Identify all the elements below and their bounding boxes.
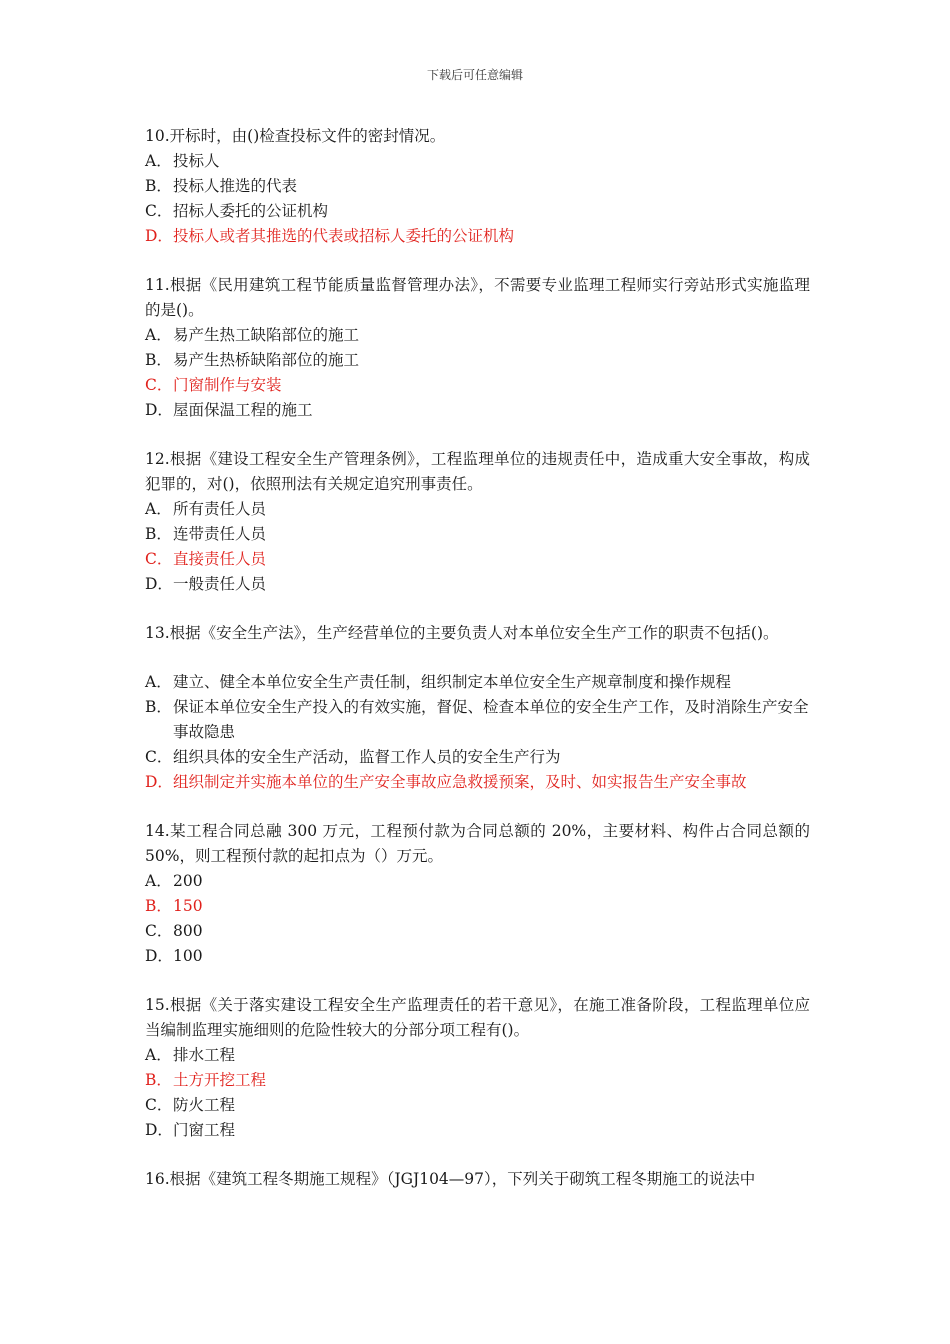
option-text: 易产生热工缺陷部位的施工 bbox=[173, 326, 360, 344]
option-letter: C． bbox=[145, 376, 173, 394]
option-b bbox=[145, 695, 810, 745]
option-text: 易产生热桥缺陷部位的施工 bbox=[173, 351, 360, 369]
option-a bbox=[145, 497, 810, 522]
option-text: 一般责任人员 bbox=[173, 575, 267, 593]
option-c bbox=[145, 1093, 810, 1118]
option-text: 200 bbox=[173, 872, 203, 890]
option-letter: D． bbox=[145, 947, 173, 965]
option-letter: A． bbox=[145, 500, 172, 518]
question-13 bbox=[145, 621, 810, 795]
option-text: 保证本单位安全生产投入的有效实施，督促、检查本单位的安全生产工作，及时消除生产安全事故隐患 bbox=[173, 698, 809, 741]
option-letter: C． bbox=[145, 550, 173, 568]
option-letter: D． bbox=[145, 1121, 173, 1139]
option-letter: C． bbox=[145, 922, 173, 940]
option-text: 投标人或者其推选的代表或招标人委托的公证机构 bbox=[173, 227, 515, 245]
option-letter: D． bbox=[145, 401, 173, 419]
option-text: 防火工程 bbox=[173, 1096, 236, 1114]
option-text: 屋面保温工程的施工 bbox=[173, 401, 313, 419]
option-text: 门窗工程 bbox=[173, 1121, 236, 1139]
question-stem: 11.根据《民用建筑工程节能质量监督管理办法》，不需要专业监理工程师实行旁站形式实施监理的是()。 bbox=[145, 276, 810, 319]
option-letter: B． bbox=[145, 698, 172, 716]
option-letter: A． bbox=[145, 872, 172, 890]
option-b bbox=[145, 894, 810, 919]
stem-gap bbox=[145, 646, 810, 670]
option-a bbox=[145, 1043, 810, 1068]
option-d bbox=[145, 572, 810, 597]
question-list bbox=[145, 124, 810, 1216]
option-letter: A． bbox=[145, 1046, 172, 1064]
option-b bbox=[145, 1068, 810, 1093]
option-d bbox=[145, 1118, 810, 1143]
question-11 bbox=[145, 273, 810, 423]
option-d bbox=[145, 770, 810, 795]
option-text: 组织制定并实施本单位的生产安全事故应急救援预案，及时、如实报告生产安全事故 bbox=[173, 773, 747, 791]
option-letter: B． bbox=[145, 525, 172, 543]
option-letter: D． bbox=[145, 773, 173, 791]
option-letter: C． bbox=[145, 202, 173, 220]
option-text: 组织具体的安全生产活动，监督工作人员的安全生产行为 bbox=[173, 748, 561, 766]
option-d bbox=[145, 944, 810, 969]
option-a bbox=[145, 869, 810, 894]
question-stem: 15.根据《关于落实建设工程安全生产监理责任的若干意见》，在施工准备阶段，工程监理单位应当编制监理实施细则的危险性较大的分部分项工程有()。 bbox=[145, 996, 810, 1039]
page-header: 下载后可任意编辑 bbox=[426, 68, 523, 82]
option-text: 投标人推选的代表 bbox=[173, 177, 298, 195]
option-a bbox=[145, 149, 810, 174]
option-text: 直接责任人员 bbox=[173, 550, 267, 568]
option-d bbox=[145, 398, 810, 423]
option-d bbox=[145, 224, 810, 249]
option-text: 800 bbox=[173, 922, 203, 940]
question-15 bbox=[145, 993, 810, 1143]
option-letter: D． bbox=[145, 575, 173, 593]
option-b bbox=[145, 522, 810, 547]
option-letter: B． bbox=[145, 1071, 172, 1089]
option-text: 门窗制作与安装 bbox=[173, 376, 282, 394]
question-12 bbox=[145, 447, 810, 597]
option-letter: A． bbox=[145, 152, 172, 170]
option-b bbox=[145, 174, 810, 199]
option-b bbox=[145, 348, 810, 373]
option-a bbox=[145, 323, 810, 348]
option-text: 100 bbox=[173, 947, 203, 965]
option-c bbox=[145, 547, 810, 572]
option-text: 建立、健全本单位安全生产责任制，组织制定本单位安全生产规章制度和操作规程 bbox=[173, 673, 732, 691]
option-letter: B． bbox=[145, 351, 172, 369]
option-c bbox=[145, 745, 810, 770]
question-stem: 14.某工程合同总融 300 万元，工程预付款为合同总额的 20%，主要材料、构件占合同总额的 50%，则工程预付款的起扣点为（）万元。 bbox=[145, 822, 810, 865]
option-letter: A． bbox=[145, 326, 172, 344]
option-c bbox=[145, 919, 810, 944]
option-letter: C． bbox=[145, 748, 173, 766]
option-c bbox=[145, 199, 810, 224]
option-a bbox=[145, 670, 810, 695]
question-16 bbox=[145, 1167, 810, 1192]
question-stem: 16.根据《建筑工程冬期施工规程》（JGJ104—97），下列关于砌筑工程冬期施工的说法中 bbox=[145, 1170, 756, 1188]
option-text: 所有责任人员 bbox=[173, 500, 267, 518]
question-stem: 12.根据《建设工程安全生产管理条例》，工程监理单位的违规责任中，造成重大安全事故，构成犯罪的，对()，依照刑法有关规定追究刑事责任。 bbox=[145, 450, 810, 493]
question-14 bbox=[145, 819, 810, 969]
option-letter: D． bbox=[145, 227, 173, 245]
option-letter: B． bbox=[145, 897, 172, 915]
question-stem: 13.根据《安全生产法》，生产经营单位的主要负责人对本单位安全生产工作的职责不包括()。 bbox=[145, 624, 779, 642]
question-10 bbox=[145, 124, 810, 249]
option-text: 150 bbox=[173, 897, 203, 915]
option-text: 排水工程 bbox=[173, 1046, 236, 1064]
option-text: 土方开挖工程 bbox=[173, 1071, 267, 1089]
option-c bbox=[145, 373, 810, 398]
option-letter: C． bbox=[145, 1096, 173, 1114]
option-letter: B． bbox=[145, 177, 172, 195]
question-stem: 10.开标时，由()检查投标文件的密封情况。 bbox=[145, 127, 446, 145]
option-text: 连带责任人员 bbox=[173, 525, 267, 543]
option-letter: A． bbox=[145, 673, 172, 691]
option-text: 招标人委托的公证机构 bbox=[173, 202, 329, 220]
option-text: 投标人 bbox=[173, 152, 220, 170]
